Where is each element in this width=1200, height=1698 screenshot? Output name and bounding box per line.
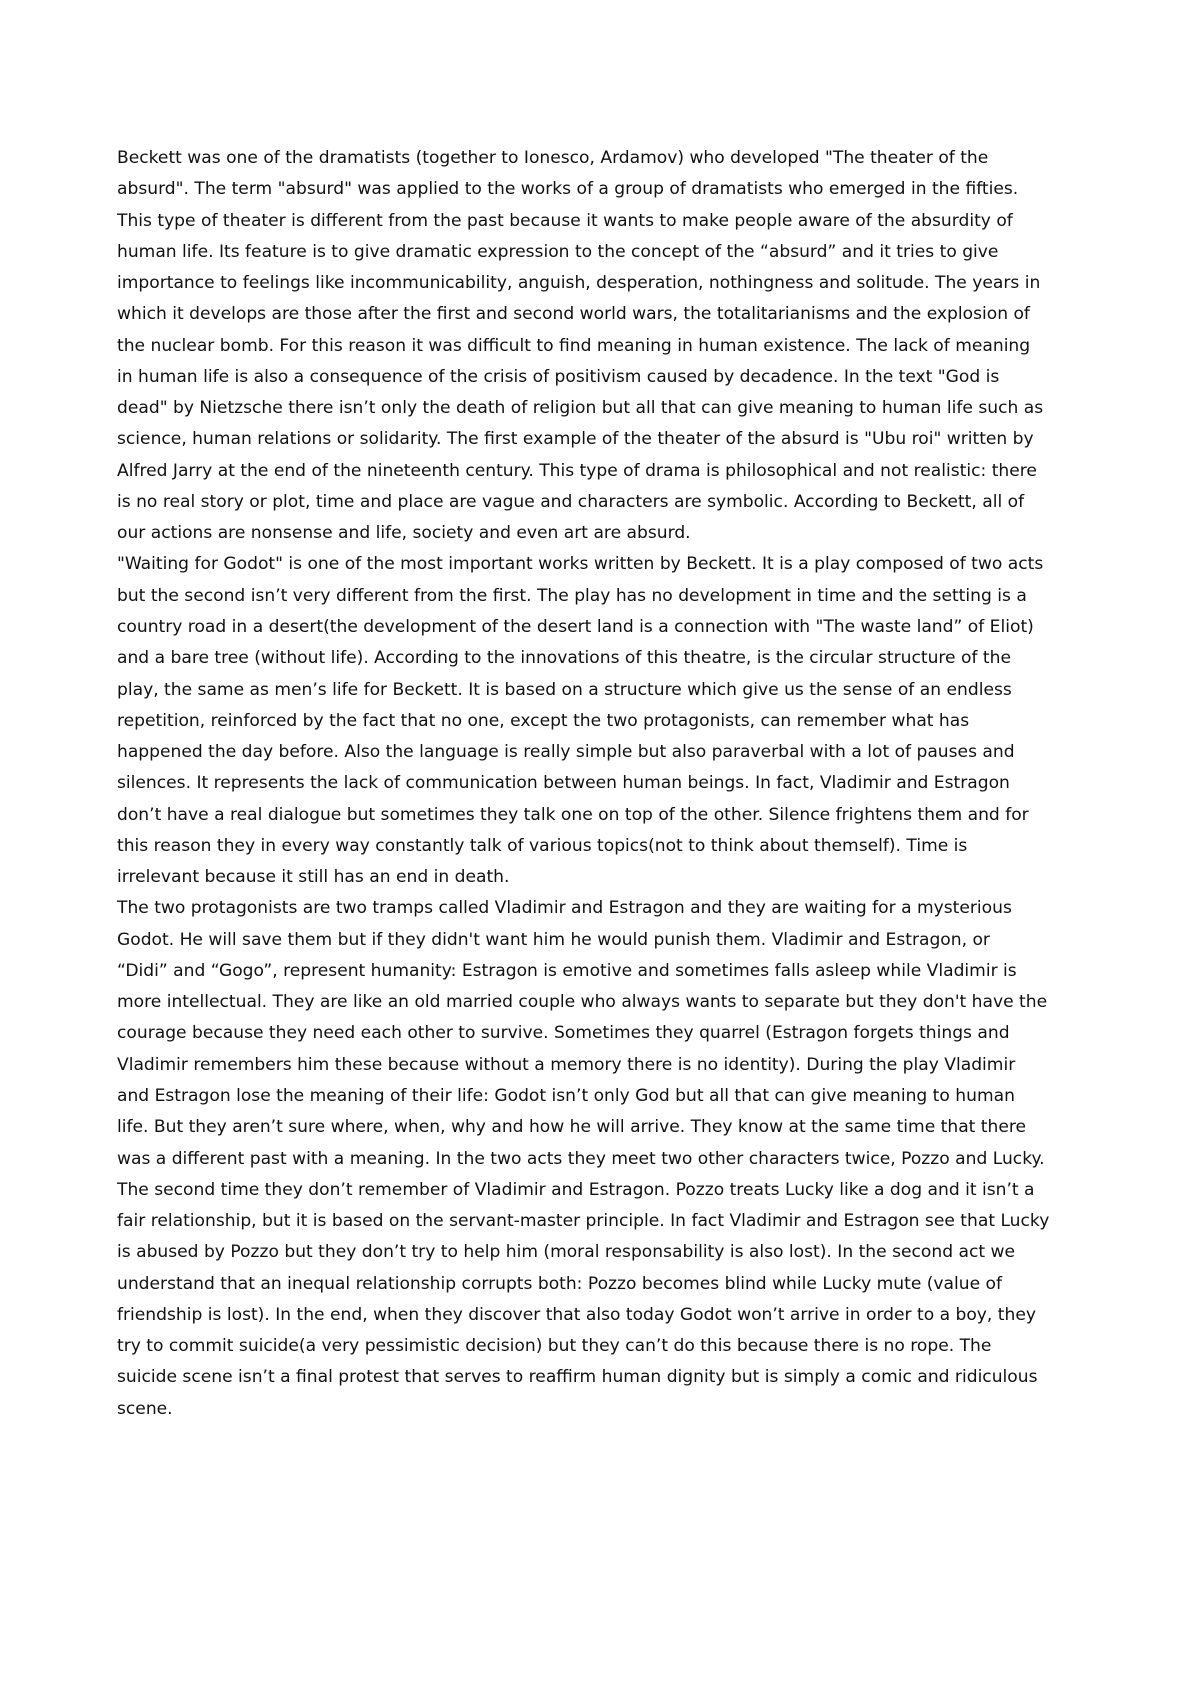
text-line: don’t have a real dialogue but sometimes they talk one on top of the other. Silence frightens them and for — [117, 804, 1029, 825]
text-line: was a different past with a meaning. In the two acts they meet two other characters twice, Pozzo and Lucky. — [117, 1148, 1045, 1169]
text-line: but the second isn’t very different from the first. The play has no development in time and the setting is a — [117, 585, 1027, 606]
text-line: is no real story or plot, time and place are vague and characters are symbolic. According to Beckett, all of — [117, 491, 1025, 512]
text-line: science, human relations or solidarity. The first example of the theater of the absurd is "Ubu roi" written by — [117, 429, 1034, 450]
text-line: "Waiting for Godot" is one of the most important works written by Beckett. It is a play composed of two acts — [117, 554, 1044, 575]
text-line: dead" by Nietzsche there isn’t only the death of religion but all that can give meaning to human life such as — [117, 398, 1044, 419]
text-line: life. But they aren’t sure where, when, why and how he will arrive. They know at the same time that there — [117, 1117, 1027, 1138]
text-line: understand that an inequal relationship corrupts both: Pozzo becomes blind while Lucky mute (value of — [117, 1273, 1003, 1294]
text-line: friendship is lost). In the end, when they discover that also today Godot won’t arrive in order to a boy, they — [117, 1304, 1036, 1325]
text-line: This type of theater is different from the past because it wants to make people aware of the absurdity of — [117, 210, 1013, 231]
text-line: more intellectual. They are like an old married couple who always wants to separate but they don't have the — [117, 992, 1048, 1013]
text-line: fair relationship, but it is based on the servant-master principle. In fact Vladimir and Estragon see that Lucky — [117, 1211, 1050, 1232]
text-line: courage because they need each other to survive. Sometimes they quarrel (Estragon forgets things and — [117, 1023, 1010, 1044]
text-line: The second time they don’t remember of Vladimir and Estragon. Pozzo treats Lucky like a dog and it isn’t a — [117, 1179, 1035, 1200]
text-line: suicide scene isn’t a final protest that serves to reaffirm human dignity but is simply a comic and ridiculous — [117, 1367, 1038, 1388]
text-line: Beckett was one of the dramatists (together to Ionesco, Ardamov) who developed "The theater of the — [117, 148, 989, 168]
text-line: our actions are nonsense and life, society and even art are absurd. — [117, 523, 691, 544]
text-line: which it develops are those after the first and second world wars, the totalitarianisms and the explosion of — [117, 304, 1030, 325]
text-line: this reason they in every way constantly talk of various topics(not to think about themself). Time is — [117, 835, 968, 856]
text-line: absurd". The term "absurd" was applied to the works of a group of dramatists who emerged in the fifties. — [117, 179, 1019, 200]
text-line: and Estragon lose the meaning of their life: Godot isn’t only God but all that can give meaning to human — [117, 1085, 1015, 1106]
text-line: The two protagonists are two tramps called Vladimir and Estragon and they are waiting for a mysterious — [117, 898, 1012, 919]
text-line: repetition, reinforced by the fact that no one, except the two protagonists, can remember what has — [117, 710, 970, 731]
text-line: “Didi” and “Gogo”, represent humanity: Estragon is emotive and sometimes falls asleep while Vladimir is — [117, 960, 1017, 981]
text-line: is abused by Pozzo but they don’t try to help him (moral responsability is also lost). In the second act we — [117, 1242, 1015, 1263]
text-line: the nuclear bomb. For this reason it was difficult to find meaning in human existence. The lack of meaning — [117, 335, 1031, 356]
text-line: play, the same as men’s life for Beckett. It is based on a structure which give us the sense of an endless — [117, 679, 1012, 700]
text-line: human life. Its feature is to give dramatic expression to the concept of the “absurd” and it tries to give — [117, 241, 999, 262]
text-line: in human life is also a consequence of the crisis of positivism caused by decadence. In the text "God is — [117, 366, 1000, 387]
text-line: importance to feelings like incommunicability, anguish, desperation, nothingness and solitude. The years in — [117, 273, 1041, 294]
text-line: silences. It represents the lack of communication between human beings. In fact, Vladimir and Estragon — [117, 773, 1010, 794]
text-line: scene. — [117, 1398, 173, 1419]
text-line: try to commit suicide(a very pessimistic decision) but they can’t do this because there is no rope. The — [117, 1336, 992, 1357]
text-line: Vladimir remembers him these because without a memory there is no identity). During the play Vladimir — [117, 1054, 1016, 1075]
text-line: happened the day before. Also the language is really simple but also paraverbal with a lot of pauses and — [117, 742, 1015, 763]
text-line: country road in a desert(the development of the desert land is a connection with "The waste land” of Eliot) — [117, 616, 1034, 637]
text-line: Alfred Jarry at the end of the nineteenth century. This type of drama is philosophical and not realistic: there — [117, 460, 1037, 481]
text-line: Godot. He will save them but if they didn't want him he would punish them. Vladimir and Estragon, or — [117, 929, 990, 950]
text-line: and a bare tree (without life). According to the innovations of this theatre, is the circular structure of the — [117, 648, 1011, 669]
essay-body — [117, 143, 1092, 1425]
text-line: irrelevant because it still has an end in death. — [117, 867, 510, 888]
